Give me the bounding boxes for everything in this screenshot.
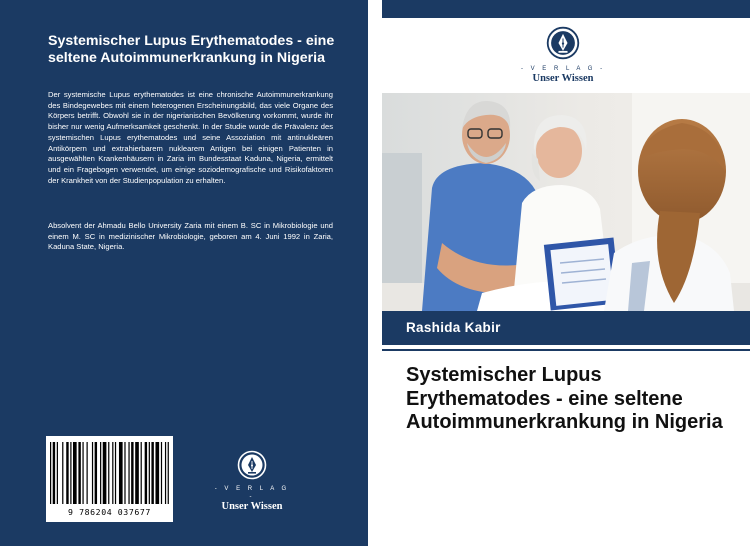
author-biography: Absolvent der Ahmadu Bello University Zaria mit einem B. SC in Mikrobiologie und einem M. SC in medizinischer Mikrobiologie, geboren am 4. Juni 1992 in Zaria, Kaduna State, Nigeria.	[48, 221, 333, 252]
author-band	[382, 311, 750, 345]
publisher-logo-front	[518, 26, 608, 85]
back-cover	[0, 0, 368, 546]
isbn-barcode	[46, 436, 173, 522]
fountain-pen-icon	[546, 26, 580, 60]
publisher-name: Unser Wissen	[532, 73, 594, 84]
publisher-verlag-label: - V E R L A G -	[214, 486, 290, 500]
fountain-pen-icon	[237, 450, 267, 480]
author-name: Rashida Kabir	[406, 320, 501, 335]
isbn-digits: 9 786204 037677	[68, 507, 151, 517]
publisher-name: Unser Wissen	[221, 501, 283, 512]
back-cover-title: Systemischer Lupus Erythematodes - eine seltene Autoimmunerkrankung in Nigeria	[48, 33, 335, 66]
publisher-verlag-label: - V E R L A G -	[520, 66, 606, 72]
back-cover-description: Der systemische Lupus erythematodes ist eine chronische Autoimmunerkrankung des Bindegewebes mit einem heterogenen Erscheinungsbild, das viele Organe des Körpers betrifft. Obwohl sie in der nigerianischen Bevölkerung vorkommt, wurde ihr bisher nur wenig Aufmerksamkeit geschenkt. In der Studie wurde die Prävalenz des systemischen Lupus erythematodes und seine Assoziation mit antinukleären Antikörpern und extrahierbarem nuklearem Antigen bei einigen Patienten in ausgewählten Krankenhäusern in Zaria im Bundesstaat Kaduna, Nigeria, ermittelt und ein Fragebogen verwendet, um einige soziodemografische und Risikofaktoren der Krankheit von der Studienpopulation zu erhalten.	[48, 90, 333, 185]
publisher-logo-back	[212, 450, 292, 513]
front-top-bar	[382, 0, 750, 18]
barcode-bars	[50, 442, 169, 504]
title-rule	[382, 349, 750, 351]
front-cover-title: Systemischer Lupus Erythematodes - eine seltene Autoimmunerkrankung in Nigeria	[406, 364, 723, 433]
spine	[368, 0, 382, 546]
cover-photo	[382, 93, 750, 311]
